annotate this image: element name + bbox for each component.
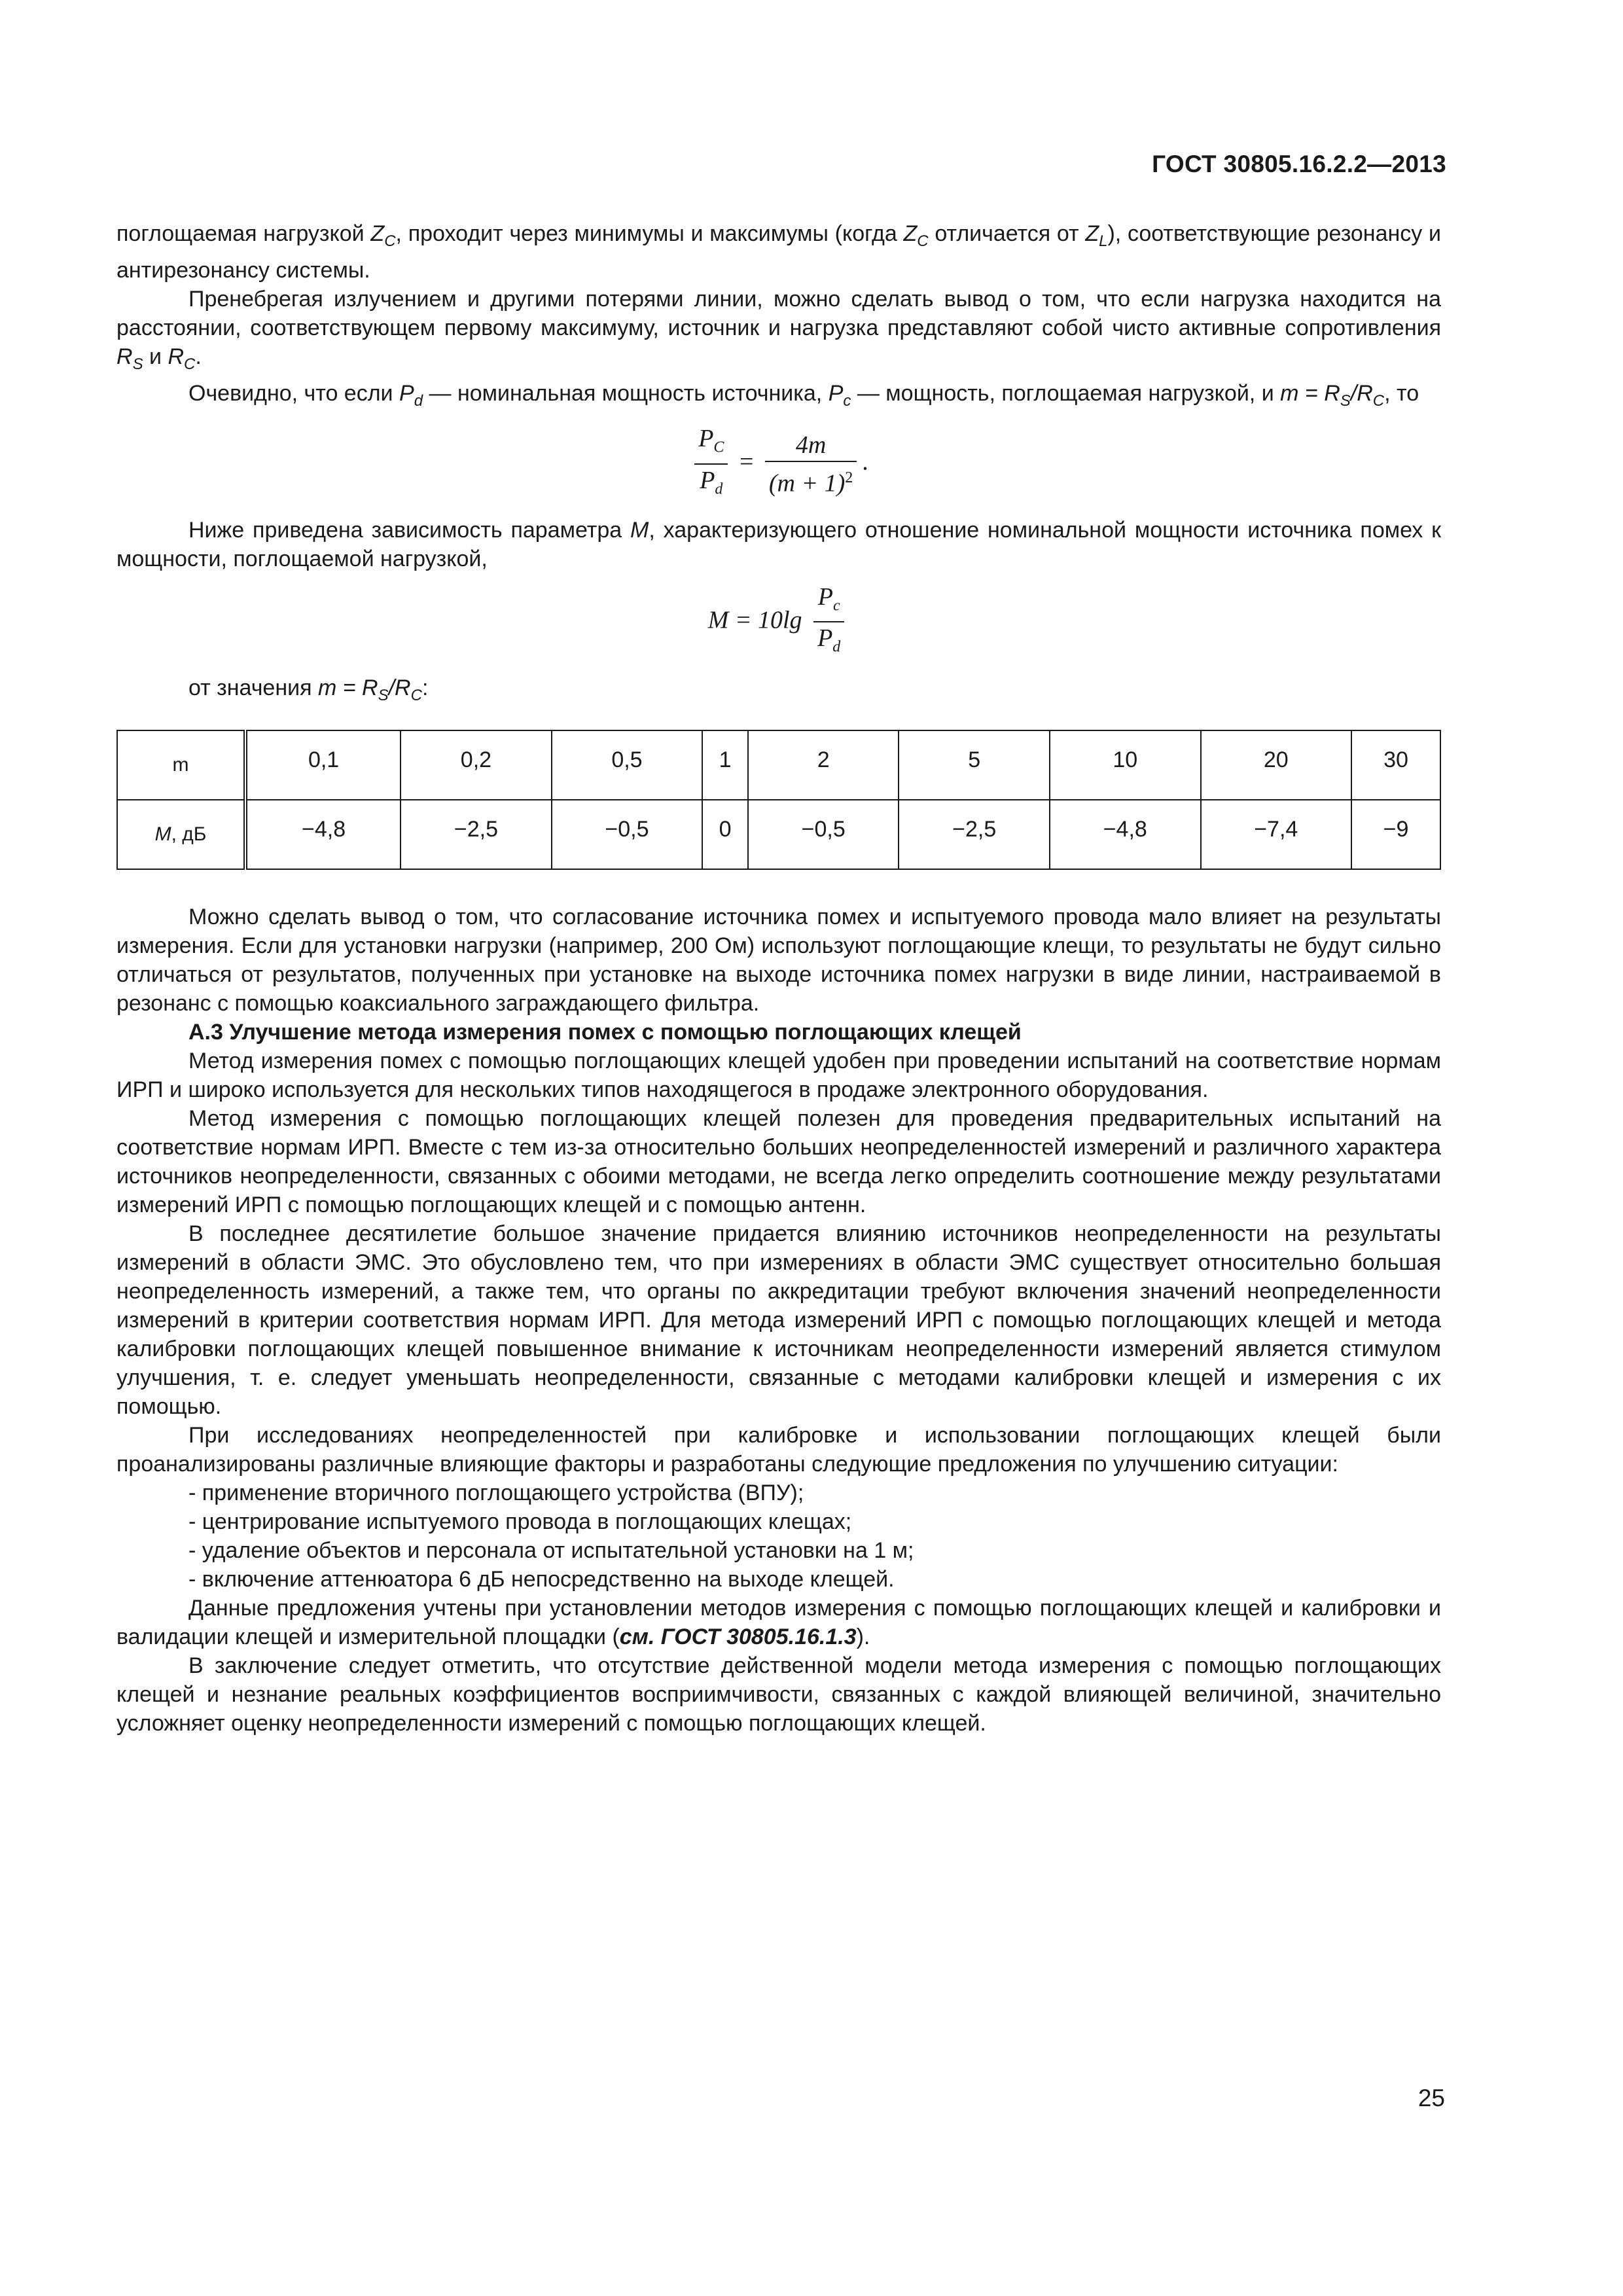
text-run: Очевидно, что если bbox=[188, 380, 399, 406]
formula-inline: m = R bbox=[1280, 380, 1340, 406]
m-vs-M-table bbox=[116, 730, 1441, 870]
period: . bbox=[862, 448, 868, 476]
text-run: , характеризующего отношение номинальной мощности источника помех к мощности, поглощаемой нагрузкой, bbox=[116, 517, 1442, 571]
formula-lhs: M = 10lg bbox=[707, 605, 802, 634]
numerator: 4m bbox=[765, 431, 857, 462]
table-cell: 0,1 bbox=[245, 730, 401, 800]
fraction-left bbox=[694, 424, 728, 503]
unit-label: , дБ bbox=[171, 823, 207, 845]
formula-power-ratio bbox=[116, 424, 1441, 503]
table-cell: −2,5 bbox=[899, 800, 1050, 869]
section-title-a3: А.3 Улучшение метода измерения помех с помощью поглощающих клещей bbox=[188, 1019, 1022, 1045]
text-run: — мощность, поглощаемая нагрузкой, и bbox=[851, 380, 1281, 406]
subscript: C bbox=[384, 232, 396, 250]
equals-sign: = bbox=[739, 448, 754, 476]
paragraph-method-useful: Метод измерения с помощью поглощающих клещей полезен для проведения предварительных испытаний на соответствие нормам ИРП. Вместе с тем из-за относительно больших неопределенностей измерений и различного характера источников неопределенности, связанных с обоими методами, не всегда легко определить соотношение между результатами измерений ИРП с помощью поглощающих клещей и с помощью антенн. bbox=[116, 1105, 1441, 1217]
subscript: C bbox=[917, 232, 929, 250]
list-item: - центрирование испытуемого провода в поглощающих клещах; bbox=[188, 1509, 852, 1534]
symbol: Z bbox=[903, 221, 918, 246]
text-run: от значения bbox=[188, 675, 318, 700]
text-run: отличается от bbox=[928, 221, 1086, 246]
table-cell: 1 bbox=[702, 730, 748, 800]
paragraph-dependency bbox=[116, 516, 1441, 573]
list-item: - удаление объектов и персонала от испытательной установки на 1 м; bbox=[188, 1537, 914, 1563]
list-item: - применение вторичного поглощающего устройства (ВПУ); bbox=[188, 1480, 804, 1505]
list-item: - включение аттенюатора 6 дБ непосредственно на выходе клещей. bbox=[188, 1566, 895, 1592]
symbol: R bbox=[116, 344, 133, 369]
proposal-list bbox=[116, 1479, 1441, 1594]
paragraph-neglecting-losses bbox=[116, 285, 1441, 379]
table-row-m bbox=[117, 730, 1440, 800]
table-cell: 0,5 bbox=[552, 730, 703, 800]
superscript: 2 bbox=[845, 469, 853, 486]
table-cell: 0 bbox=[702, 800, 748, 869]
text-run: ). bbox=[856, 1624, 870, 1649]
symbol: Z bbox=[370, 221, 385, 246]
symbol: P bbox=[828, 380, 844, 406]
paragraph-final-conclusion: В заключение следует отметить, что отсутствие действенной модели метода измерения с помощью поглощающих клещей и незнание реальных коэффициентов восприимчивости, связанных с каждой влияющей величиной, значительно усложняет оценку неопределенности измерений с помощью поглощающих клещей. bbox=[116, 1653, 1441, 1736]
table-cell: −0,5 bbox=[748, 800, 899, 869]
symbol: R bbox=[168, 344, 185, 369]
table-row-header: m bbox=[117, 730, 245, 800]
subscript: C bbox=[184, 355, 196, 373]
table-cell: −9 bbox=[1351, 800, 1440, 869]
paragraph-last-decade: В последнее десятилетие большое значение придается влиянию источников неопределенности на результаты измерений в области ЭМС. Это обусловлено тем, что при измерениях в области ЭМС существует относительно большая неопределенность измерений, а также тем, что органы по аккредитации требуют включения значений неопределенности измерений в критерии соответствия нормам ИРП. Для метода измерений ИРП с помощью поглощающих клещей и метода калибровки поглощающих клещей повышенное внимание к источникам неопределенности измерений является стимулом улучшения, т. е. следует уменьшать неопределенности, связанные с методами калибровки клещей и измерения с их помощью. bbox=[116, 1221, 1441, 1419]
denominator: (m + 1) bbox=[768, 469, 846, 497]
subscript: d bbox=[715, 480, 723, 498]
table-cell: 5 bbox=[899, 730, 1050, 800]
table-cell: −2,5 bbox=[401, 800, 552, 869]
symbol: P bbox=[399, 380, 414, 406]
paragraph-from-value bbox=[116, 673, 1441, 710]
subscript: d bbox=[832, 638, 841, 656]
text-run: ), соответствующие резонансу и антирезонансу системы. bbox=[116, 221, 1441, 283]
paragraph-obviously bbox=[116, 379, 1441, 416]
table-cell: −4,8 bbox=[245, 800, 401, 869]
paragraph-method-convenient: Метод измерения помех с помощью поглощающих клещей удобен при проведении испытаний на соответствие нормам ИРП и широко используется для нескольких типов находящегося в продаже электронного оборудования. bbox=[116, 1048, 1441, 1102]
text-run: . bbox=[195, 344, 202, 369]
table-cell: 0,2 bbox=[401, 730, 552, 800]
standard-reference: см. ГОСТ 30805.16.1.3 bbox=[619, 1624, 857, 1649]
text-run: Пренебрегая излучением и другими потерями линии, можно сделать вывод о том, что если нагрузка находится на расстоянии, соответствующем первому максимуму, источник и нагрузка представляют собой чисто активные сопротивления bbox=[116, 286, 1441, 340]
symbol: P bbox=[817, 583, 833, 611]
paragraph-research: При исследованиях неопределенностей при калибровке и использовании поглощающих клещей были проанализированы различные влияющие факторы и разработаны следующие предложения по улучшению ситуации: bbox=[116, 1422, 1441, 1477]
subscript: L bbox=[1099, 232, 1108, 250]
subscript: d bbox=[414, 391, 423, 410]
subscript: c bbox=[843, 391, 851, 410]
page-body bbox=[116, 219, 1441, 1738]
formula-inline: /R bbox=[388, 675, 411, 700]
text-run: Ниже приведена зависимость параметра bbox=[188, 517, 631, 543]
symbol: M bbox=[154, 823, 171, 845]
text-run: поглощаемая нагрузкой bbox=[116, 221, 371, 246]
fraction bbox=[813, 583, 844, 662]
table-cell: −7,4 bbox=[1201, 800, 1352, 869]
formula-inline: /R bbox=[1350, 380, 1373, 406]
text-run: и bbox=[143, 344, 168, 369]
subscript: C bbox=[1372, 391, 1385, 410]
text-run: Данные предложения учтены при установлении методов измерения с помощью поглощающих клещей и калибровки и валидации клещей и измерительной площадки ( bbox=[116, 1595, 1441, 1649]
symbol: Z bbox=[1085, 221, 1099, 246]
table-row-header bbox=[117, 800, 245, 869]
subscript: C bbox=[410, 686, 422, 704]
paragraph-conclusion-matching: Можно сделать вывод о том, что согласование источника помех и испытуемого провода мало влияет на результаты измерения. Если для установки нагрузки (например, 200 Ом) используют поглощающие клещи, то результаты не будут сильно отличаться от результатов, полученных при установке на выходе источника помех нагрузки в виде линии, настраиваемой в резонанс с помощью коаксиального заграждающего фильтра. bbox=[116, 904, 1441, 1016]
fraction-right bbox=[765, 431, 857, 498]
text-run: , проходит через минимумы и максимумы (когда bbox=[395, 221, 904, 246]
subscript: S bbox=[1340, 391, 1351, 410]
formula-m-parameter bbox=[116, 583, 1441, 662]
subscript: c bbox=[832, 597, 840, 615]
paragraph-proposals-considered bbox=[116, 1594, 1441, 1651]
table-cell: −0,5 bbox=[552, 800, 703, 869]
table-cell: 2 bbox=[748, 730, 899, 800]
table-cell: 20 bbox=[1201, 730, 1352, 800]
text-run: : bbox=[421, 675, 429, 700]
table-cell: −4,8 bbox=[1050, 800, 1201, 869]
subscript: S bbox=[378, 686, 389, 704]
text-run: — номинальная мощность источника, bbox=[423, 380, 829, 406]
subscript: C bbox=[713, 439, 724, 456]
table-cell: 30 bbox=[1351, 730, 1440, 800]
text-run: , то bbox=[1384, 380, 1419, 406]
symbol: M bbox=[630, 517, 649, 543]
page-number: 25 bbox=[1418, 2085, 1445, 2111]
subscript: S bbox=[132, 355, 143, 373]
document-code-header: ГОСТ 30805.16.2.2—2013 bbox=[1152, 151, 1446, 177]
table-row-M bbox=[117, 800, 1440, 869]
paragraph-resonance bbox=[116, 219, 1441, 285]
symbol: P bbox=[698, 425, 714, 453]
symbol: P bbox=[700, 466, 715, 494]
formula-inline: m = R bbox=[317, 675, 378, 700]
symbol: P bbox=[817, 624, 833, 653]
table-cell: 10 bbox=[1050, 730, 1201, 800]
